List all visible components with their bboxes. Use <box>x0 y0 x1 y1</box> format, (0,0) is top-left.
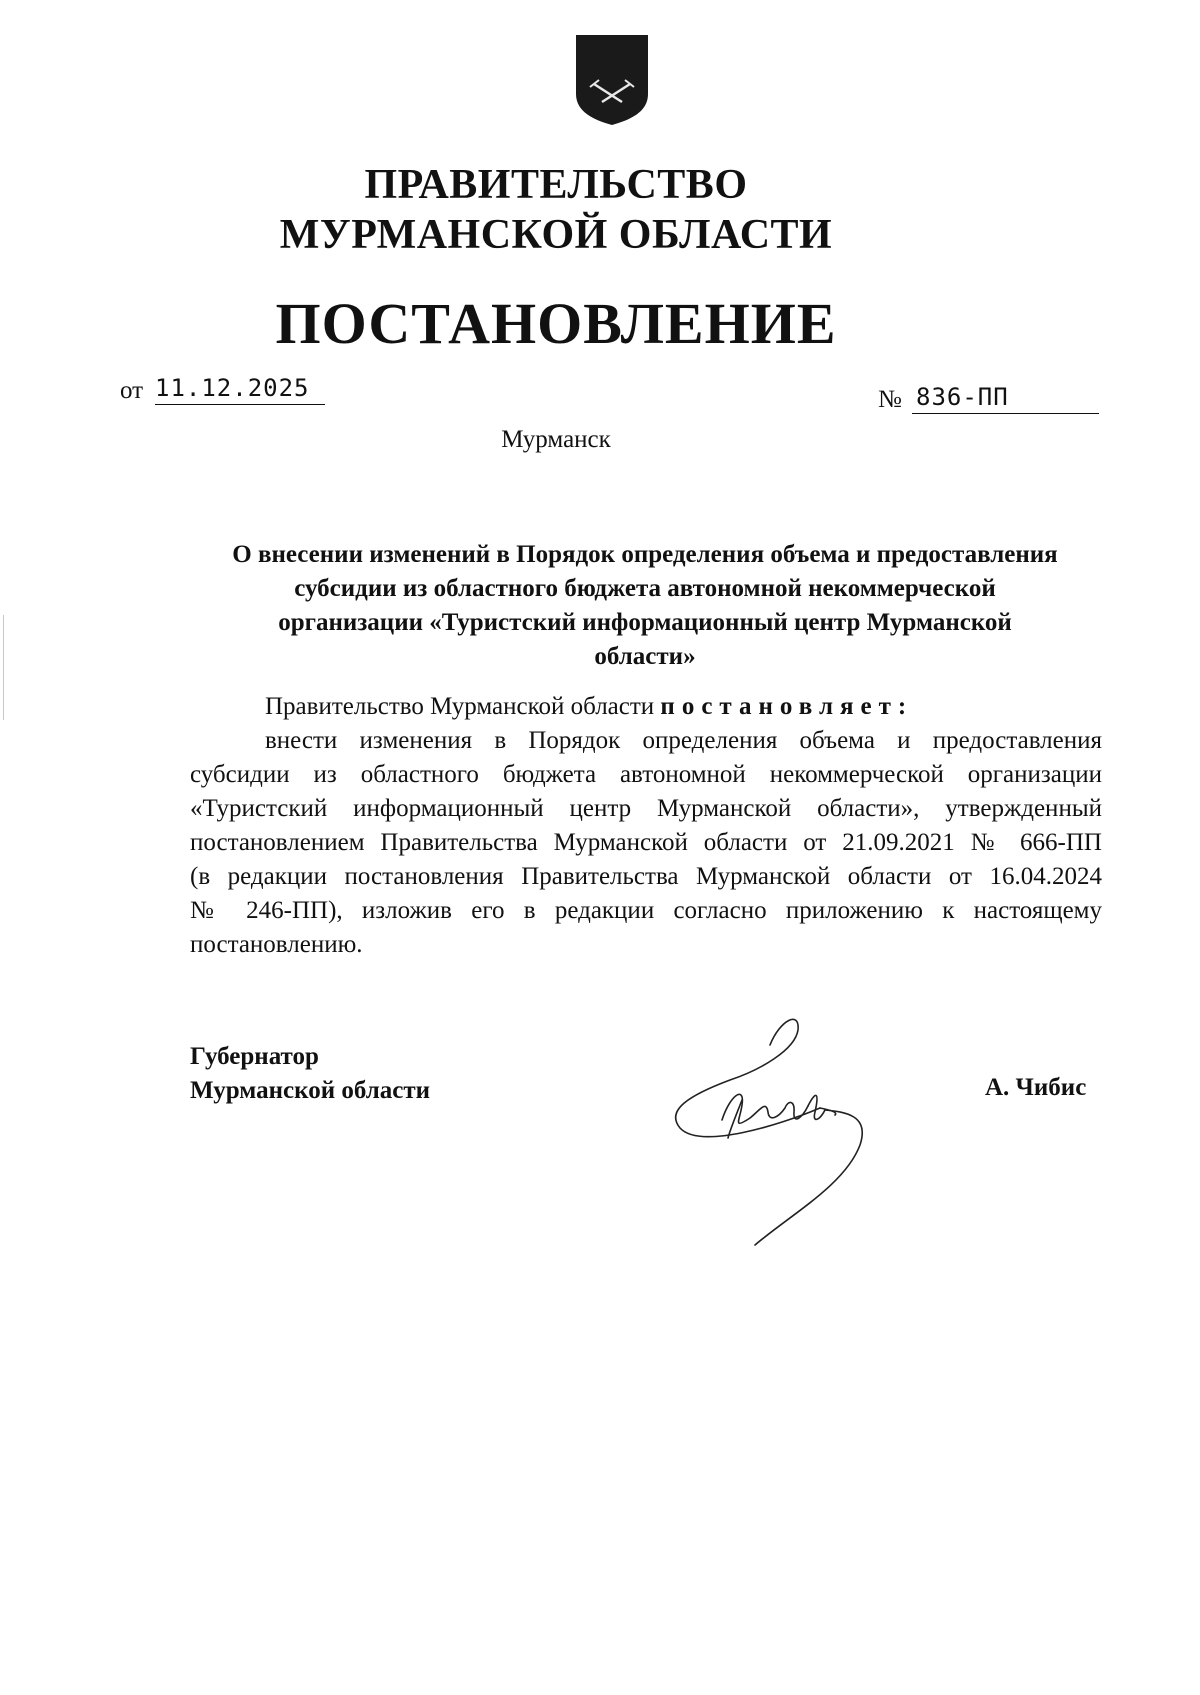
signer-position <box>190 1040 430 1108</box>
body-line: «Туристский информационный центр Мурманской области», утвержденный <box>190 795 1102 822</box>
resolution-intro <box>190 690 1102 724</box>
document-date: 11.12.2025 <box>155 374 325 405</box>
murmansk-coat-of-arms-icon <box>572 32 652 127</box>
body-line: (в редакции постановления Правительства Мурманской области от 16.04.2024 <box>190 863 1102 890</box>
document-subject <box>180 538 1110 674</box>
subject-line: субсидии из областного бюджета автономной некоммерческой <box>294 575 996 602</box>
body-line: № 246-ПП), изложив его в редакции согласно приложению к настоящему <box>190 897 1102 924</box>
subject-line: организации «Туристский информационный центр Мурманской <box>278 609 1012 636</box>
body-line: внести изменения в Порядок определения объема и предоставления <box>265 727 1102 754</box>
document-type-title: ПОСТАНОВЛЕНИЕ <box>275 291 837 356</box>
intro-text: Правительство Мурманской области <box>265 693 655 720</box>
issuing-city: Мурманск <box>501 426 611 453</box>
signer-name: А. Чибис <box>985 1074 1087 1101</box>
signer-position-line: Мурманской области <box>190 1077 431 1104</box>
body-line: постановлением Правительства Мурманской области от 21.09.2021 № 666-ПП <box>190 829 1102 856</box>
subject-line: О внесении изменений в Порядок определения объема и предоставления <box>232 541 1058 568</box>
number-label: № <box>878 386 902 413</box>
body-line: постановлению. <box>190 931 363 958</box>
body-line: субсидии из областного бюджета автономной некоммерческой организации <box>190 761 1102 788</box>
handwritten-signature-icon <box>670 1000 930 1250</box>
document-number: 836-ПП <box>912 383 1099 414</box>
date-label: от <box>120 377 144 404</box>
organization-name-line-1: ПРАВИТЕЛЬСТВО <box>364 162 748 208</box>
organization-name-line-2: МУРМАНСКОЙ ОБЛАСТИ <box>279 212 833 258</box>
subject-line: области» <box>594 643 696 670</box>
document-body <box>190 690 1102 962</box>
scan-margin-line <box>3 615 4 720</box>
signer-position-line: Губернатор <box>190 1043 319 1070</box>
resolves-word: постановляет: <box>660 693 914 720</box>
